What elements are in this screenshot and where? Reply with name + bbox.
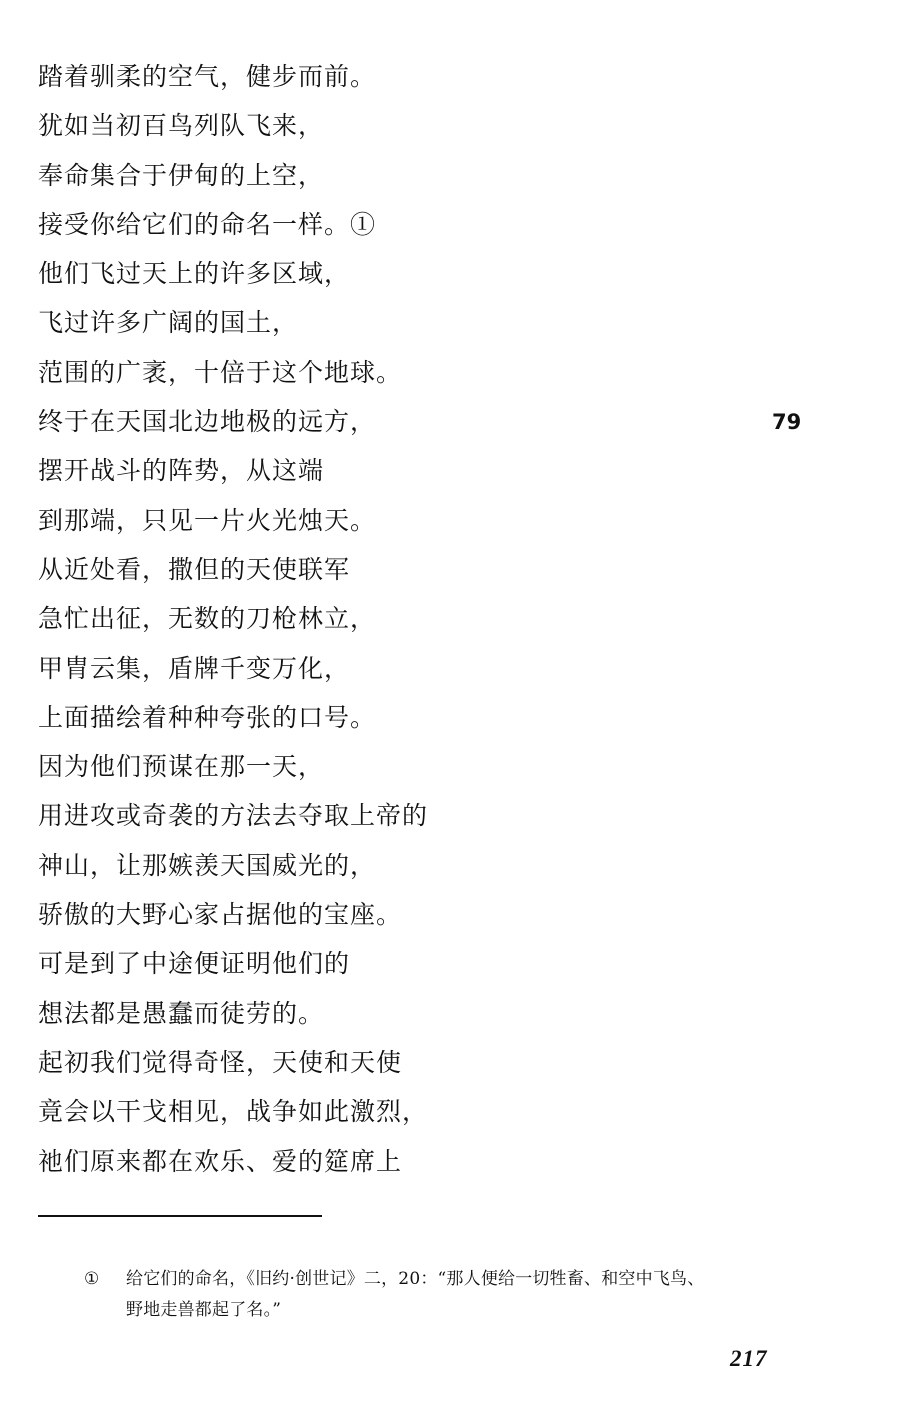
- footnote-divider: [38, 1215, 322, 1217]
- poem-line: 犹如当初百鸟列队飞来，: [38, 111, 325, 141]
- footnote: [84, 1264, 814, 1326]
- poem-line: 终于在天国北边地极的远方，: [38, 407, 377, 437]
- poem-line: 因为他们预谋在那一天，: [38, 752, 325, 782]
- poem-line: 神山，让那嫉羡天国威光的，: [38, 850, 377, 880]
- poem-line: 祂们原来都在欢乐、爱的筵席上: [38, 1146, 403, 1176]
- poem-line: 甲胄云集，盾牌千变万化，: [38, 653, 351, 683]
- poem-text: [38, 52, 758, 1186]
- poem-line: 上面描绘着种种夸张的口号。: [38, 702, 377, 732]
- poem-line: 骄傲的大野心家占据他的宝座。: [38, 900, 403, 930]
- poem-line: 可是到了中途便证明他们的: [38, 949, 351, 979]
- poem-line: 奉命集合于伊甸的上空，: [38, 160, 325, 190]
- poem-line: 踏着驯柔的空气，健步而前。: [38, 62, 377, 91]
- footnote-marker: ①: [84, 1269, 100, 1289]
- poem-line: 范围的广袤，十倍于这个地球。: [38, 357, 403, 387]
- poem-line: 起初我们觉得奇怪，天使和天使: [38, 1047, 403, 1077]
- poem-line: 竟会以干戈相见，战争如此激烈，: [38, 1097, 429, 1127]
- poem-line: 摆开战斗的阵势，从这端: [38, 456, 325, 486]
- poem-line: 到那端，只见一片火光烛天。: [38, 505, 377, 535]
- line-number: 79: [772, 410, 802, 434]
- poem-line: 他们飞过天上的许多区域，: [38, 259, 351, 289]
- poem-line: 从近处看，撒但的天使联军: [38, 554, 351, 584]
- poem-line: 想法都是愚蠢而徒劳的。: [38, 998, 325, 1028]
- poem-line: 接受你给它们的命名一样。①: [38, 209, 377, 239]
- poem-line: 飞过许多广阔的国土，: [38, 308, 299, 338]
- footnote-text: 给它们的命名，《旧约·创世记》二，20：“那人便给一切牲畜、和空中飞鸟、 野地走兽都起了名。”: [126, 1269, 705, 1320]
- poem-line: 急忙出征，无数的刀枪林立，: [38, 604, 377, 634]
- poem-line: 用进攻或奇袭的方法去夺取上帝的: [38, 801, 429, 831]
- page-number: 217: [730, 1346, 768, 1371]
